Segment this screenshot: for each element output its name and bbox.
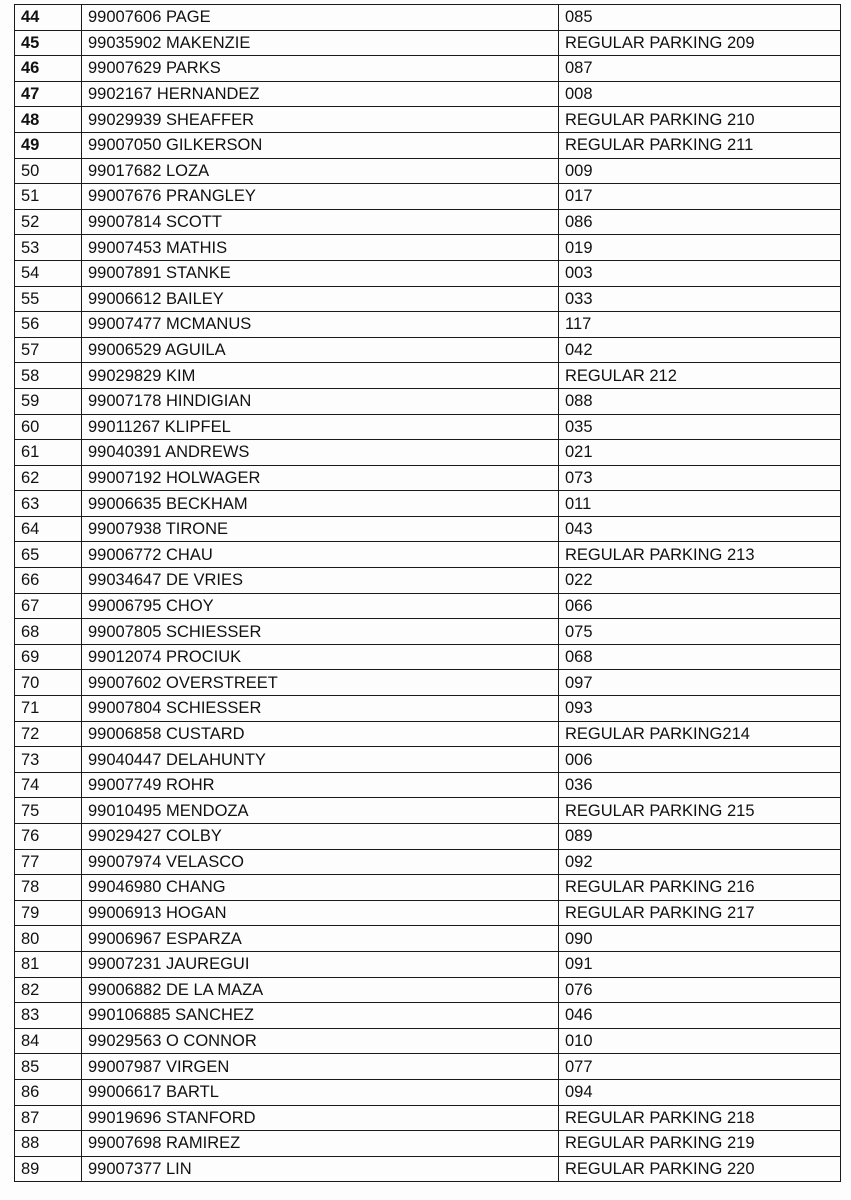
employee-id-name-cell: 99006612 BAILEY: [82, 286, 559, 312]
table-row: [15, 977, 841, 1003]
row-number-cell: 87: [15, 1105, 82, 1131]
parking-assignment-cell: REGULAR PARKING 218: [559, 1105, 841, 1131]
parking-assignment-cell: 076: [559, 977, 841, 1003]
employee-id-name-cell: 99007974 VELASCO: [82, 849, 559, 875]
row-number-cell: 56: [15, 312, 82, 338]
parking-roster-table: [14, 4, 841, 1182]
row-number-cell: 59: [15, 388, 82, 414]
employee-id-name-cell: 99007891 STANKE: [82, 260, 559, 286]
employee-id-name-cell: 99007987 VIRGEN: [82, 1054, 559, 1080]
parking-assignment-cell: 046: [559, 1003, 841, 1029]
parking-assignment-cell: 089: [559, 824, 841, 850]
row-number-cell: 54: [15, 260, 82, 286]
parking-assignment-cell: 009: [559, 158, 841, 184]
parking-assignment-cell: REGULAR PARKING 210: [559, 107, 841, 133]
row-number-cell: 57: [15, 337, 82, 363]
table-row: [15, 1054, 841, 1080]
roster-body: [15, 5, 841, 1182]
parking-assignment-cell: 022: [559, 568, 841, 594]
row-number-cell: 76: [15, 824, 82, 850]
employee-id-name-cell: 99011267 KLIPFEL: [82, 414, 559, 440]
employee-id-name-cell: 99040391 ANDREWS: [82, 440, 559, 466]
table-row: [15, 849, 841, 875]
employee-id-name-cell: 99007938 TIRONE: [82, 516, 559, 542]
parking-assignment-cell: 094: [559, 1079, 841, 1105]
employee-id-name-cell: 99012074 PROCIUK: [82, 644, 559, 670]
employee-id-name-cell: 99029829 KIM: [82, 363, 559, 389]
parking-assignment-cell: REGULAR PARKING 215: [559, 798, 841, 824]
row-number-cell: 58: [15, 363, 82, 389]
parking-assignment-cell: 019: [559, 235, 841, 261]
table-row: [15, 1105, 841, 1131]
table-row: [15, 900, 841, 926]
employee-id-name-cell: 99006772 CHAU: [82, 542, 559, 568]
table-row: [15, 132, 841, 158]
parking-assignment-cell: REGULAR PARKING 209: [559, 30, 841, 56]
row-number-cell: 49: [15, 132, 82, 158]
table-row: [15, 516, 841, 542]
parking-assignment-cell: 117: [559, 312, 841, 338]
employee-id-name-cell: 99007804 SCHIESSER: [82, 696, 559, 722]
parking-assignment-cell: 086: [559, 209, 841, 235]
parking-assignment-cell: 097: [559, 670, 841, 696]
employee-id-name-cell: 99007749 ROHR: [82, 772, 559, 798]
row-number-cell: 73: [15, 747, 82, 773]
parking-assignment-cell: REGULAR PARKING 217: [559, 900, 841, 926]
employee-id-name-cell: 99035902 MAKENZIE: [82, 30, 559, 56]
table-row: [15, 81, 841, 107]
employee-id-name-cell: 99040447 DELAHUNTY: [82, 747, 559, 773]
parking-assignment-cell: REGULAR PARKING 211: [559, 132, 841, 158]
employee-id-name-cell: 99007178 HINDIGIAN: [82, 388, 559, 414]
table-row: [15, 824, 841, 850]
employee-id-name-cell: 99010495 MENDOZA: [82, 798, 559, 824]
parking-assignment-cell: 017: [559, 184, 841, 210]
row-number-cell: 51: [15, 184, 82, 210]
employee-id-name-cell: 99007192 HOLWAGER: [82, 465, 559, 491]
employee-id-name-cell: 99007698 RAMIREZ: [82, 1131, 559, 1157]
employee-id-name-cell: 99029427 COLBY: [82, 824, 559, 850]
row-number-cell: 64: [15, 516, 82, 542]
parking-assignment-cell: REGULAR 212: [559, 363, 841, 389]
row-number-cell: 88: [15, 1131, 82, 1157]
employee-id-name-cell: 99006617 BARTL: [82, 1079, 559, 1105]
parking-assignment-cell: 087: [559, 56, 841, 82]
table-row: [15, 235, 841, 261]
parking-assignment-cell: 010: [559, 1028, 841, 1054]
employee-id-name-cell: 99007629 PARKS: [82, 56, 559, 82]
parking-assignment-cell: 033: [559, 286, 841, 312]
table-row: [15, 1028, 841, 1054]
table-row: [15, 30, 841, 56]
table-row: [15, 1156, 841, 1182]
employee-id-name-cell: 99006882 DE LA MAZA: [82, 977, 559, 1003]
row-number-cell: 80: [15, 926, 82, 952]
employee-id-name-cell: 99007676 PRANGLEY: [82, 184, 559, 210]
employee-id-name-cell: 99007477 MCMANUS: [82, 312, 559, 338]
table-row: [15, 696, 841, 722]
row-number-cell: 47: [15, 81, 82, 107]
row-number-cell: 75: [15, 798, 82, 824]
row-number-cell: 60: [15, 414, 82, 440]
table-row: [15, 747, 841, 773]
employee-id-name-cell: 99007814 SCOTT: [82, 209, 559, 235]
table-row: [15, 184, 841, 210]
parking-assignment-cell: 077: [559, 1054, 841, 1080]
row-number-cell: 52: [15, 209, 82, 235]
employee-id-name-cell: 99007606 PAGE: [82, 5, 559, 31]
table-row: [15, 926, 841, 952]
parking-assignment-cell: 085: [559, 5, 841, 31]
employee-id-name-cell: 99007050 GILKERSON: [82, 132, 559, 158]
employee-id-name-cell: 99006529 AGUILA: [82, 337, 559, 363]
parking-assignment-cell: 088: [559, 388, 841, 414]
parking-assignment-cell: REGULAR PARKING 220: [559, 1156, 841, 1182]
table-row: [15, 465, 841, 491]
table-row: [15, 593, 841, 619]
table-row: [15, 260, 841, 286]
table-row: [15, 440, 841, 466]
table-row: [15, 56, 841, 82]
employee-id-name-cell: 99046980 CHANG: [82, 875, 559, 901]
row-number-cell: 69: [15, 644, 82, 670]
row-number-cell: 74: [15, 772, 82, 798]
row-number-cell: 68: [15, 619, 82, 645]
employee-id-name-cell: 99034647 DE VRIES: [82, 568, 559, 594]
employee-id-name-cell: 99019696 STANFORD: [82, 1105, 559, 1131]
employee-id-name-cell: 99007602 OVERSTREET: [82, 670, 559, 696]
row-number-cell: 53: [15, 235, 82, 261]
employee-id-name-cell: 9902167 HERNANDEZ: [82, 81, 559, 107]
table-row: [15, 542, 841, 568]
employee-id-name-cell: 99006913 HOGAN: [82, 900, 559, 926]
employee-id-name-cell: 99007377 LIN: [82, 1156, 559, 1182]
parking-assignment-cell: 093: [559, 696, 841, 722]
employee-id-name-cell: 99006795 CHOY: [82, 593, 559, 619]
row-number-cell: 66: [15, 568, 82, 594]
parking-assignment-cell: 090: [559, 926, 841, 952]
table-row: [15, 312, 841, 338]
parking-assignment-cell: 006: [559, 747, 841, 773]
row-number-cell: 82: [15, 977, 82, 1003]
row-number-cell: 45: [15, 30, 82, 56]
employee-id-name-cell: 99006967 ESPARZA: [82, 926, 559, 952]
table-row: [15, 414, 841, 440]
table-row: [15, 568, 841, 594]
row-number-cell: 89: [15, 1156, 82, 1182]
row-number-cell: 83: [15, 1003, 82, 1029]
row-number-cell: 67: [15, 593, 82, 619]
table-row: [15, 107, 841, 133]
parking-assignment-cell: REGULAR PARKING 219: [559, 1131, 841, 1157]
table-row: [15, 644, 841, 670]
table-row: [15, 670, 841, 696]
row-number-cell: 86: [15, 1079, 82, 1105]
row-number-cell: 71: [15, 696, 82, 722]
table-row: [15, 1079, 841, 1105]
parking-assignment-cell: 003: [559, 260, 841, 286]
row-number-cell: 81: [15, 951, 82, 977]
parking-assignment-cell: 008: [559, 81, 841, 107]
table-row: [15, 158, 841, 184]
row-number-cell: 48: [15, 107, 82, 133]
row-number-cell: 44: [15, 5, 82, 31]
row-number-cell: 84: [15, 1028, 82, 1054]
employee-id-name-cell: 99029563 O CONNOR: [82, 1028, 559, 1054]
employee-id-name-cell: 99007231 JAUREGUI: [82, 951, 559, 977]
parking-assignment-cell: 073: [559, 465, 841, 491]
table-row: [15, 1003, 841, 1029]
parking-assignment-cell: REGULAR PARKING214: [559, 721, 841, 747]
table-row: [15, 388, 841, 414]
row-number-cell: 63: [15, 491, 82, 517]
parking-assignment-cell: REGULAR PARKING 213: [559, 542, 841, 568]
table-row: [15, 5, 841, 31]
parking-assignment-cell: REGULAR PARKING 216: [559, 875, 841, 901]
row-number-cell: 65: [15, 542, 82, 568]
employee-id-name-cell: 99006635 BECKHAM: [82, 491, 559, 517]
row-number-cell: 61: [15, 440, 82, 466]
employee-id-name-cell: 99029939 SHEAFFER: [82, 107, 559, 133]
table-row: [15, 798, 841, 824]
parking-assignment-cell: 043: [559, 516, 841, 542]
parking-assignment-cell: 066: [559, 593, 841, 619]
table-row: [15, 337, 841, 363]
row-number-cell: 72: [15, 721, 82, 747]
employee-id-name-cell: 99006858 CUSTARD: [82, 721, 559, 747]
table-row: [15, 875, 841, 901]
parking-assignment-cell: 075: [559, 619, 841, 645]
row-number-cell: 62: [15, 465, 82, 491]
employee-id-name-cell: 99007453 MATHIS: [82, 235, 559, 261]
row-number-cell: 55: [15, 286, 82, 312]
table-row: [15, 772, 841, 798]
employee-id-name-cell: 99007805 SCHIESSER: [82, 619, 559, 645]
row-number-cell: 77: [15, 849, 82, 875]
parking-assignment-cell: 091: [559, 951, 841, 977]
table-row: [15, 721, 841, 747]
employee-id-name-cell: 99017682 LOZA: [82, 158, 559, 184]
table-row: [15, 1131, 841, 1157]
table-row: [15, 619, 841, 645]
parking-assignment-cell: 042: [559, 337, 841, 363]
table-row: [15, 951, 841, 977]
row-number-cell: 50: [15, 158, 82, 184]
parking-assignment-cell: 011: [559, 491, 841, 517]
parking-assignment-cell: 035: [559, 414, 841, 440]
table-row: [15, 286, 841, 312]
table-row: [15, 491, 841, 517]
parking-assignment-cell: 092: [559, 849, 841, 875]
table-row: [15, 209, 841, 235]
row-number-cell: 70: [15, 670, 82, 696]
row-number-cell: 46: [15, 56, 82, 82]
row-number-cell: 78: [15, 875, 82, 901]
parking-assignment-cell: 021: [559, 440, 841, 466]
parking-assignment-cell: 068: [559, 644, 841, 670]
row-number-cell: 79: [15, 900, 82, 926]
table-row: [15, 363, 841, 389]
employee-id-name-cell: 990106885 SANCHEZ: [82, 1003, 559, 1029]
parking-assignment-cell: 036: [559, 772, 841, 798]
row-number-cell: 85: [15, 1054, 82, 1080]
